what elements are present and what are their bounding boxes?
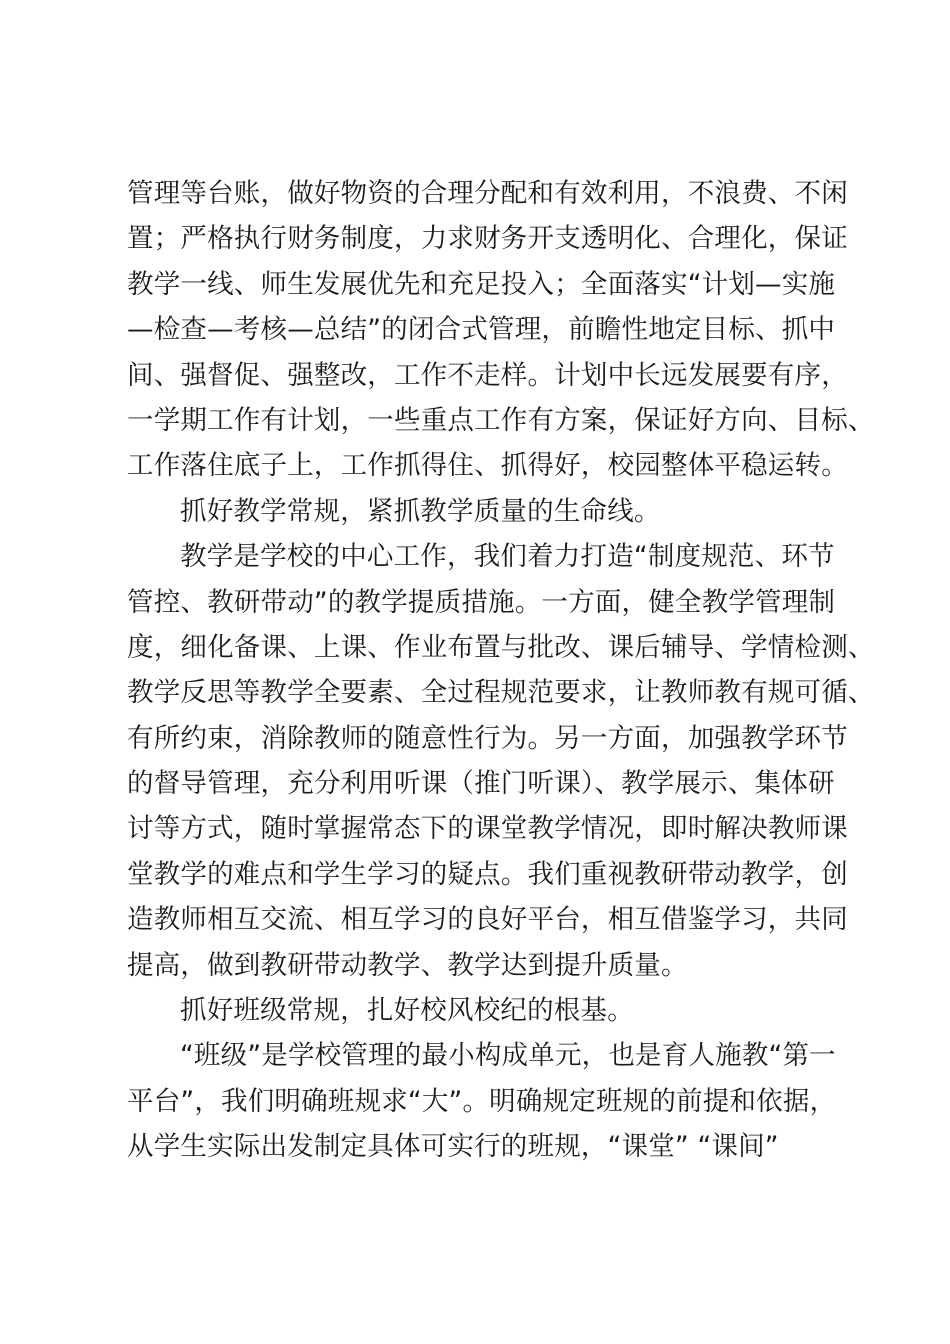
text-line: 管理等台账，做好物资的合理分配和有效利用，不浪费、不闲	[127, 178, 848, 209]
text-line: 管控、教研带动”的教学提质措施。一方面，健全教学管理制	[127, 586, 836, 618]
text-line: 度，细化备课、上课、作业布置与批改、课后辅导、学情检测、	[127, 631, 875, 663]
text-line: 教学一线、师生发展优先和充足投入；全面落实“计划—实施	[127, 268, 836, 300]
text-line: 堂教学的难点和学生学习的疑点。我们重视教研带动教学，创	[127, 858, 848, 890]
text-line: 教学反思等教学全要素、全过程规范要求，让教师教有规可循、	[127, 677, 875, 709]
text-line: 提高，做到教研带动教学、教学达到提升质量。	[127, 949, 688, 981]
text-line: 平台”，我们明确班规求“大”。明确规定班规的前提和依据，	[127, 1085, 837, 1117]
text-line: 的督导管理，充分利用听课（推门听课）、教学展示、集体研	[127, 768, 835, 800]
body-text	[127, 171, 875, 1170]
paragraph-class	[127, 1033, 847, 1169]
section-heading: 抓好班级常规，扎好校风校纪的根基。	[180, 995, 634, 1027]
text-line: “班级”是学校管理的最小构成单元，也是育人施教“第一	[180, 1040, 836, 1072]
text-line: 从学生实际出发制定具体可实行的班规，“课堂” “课间”	[127, 1131, 779, 1163]
text-line: 间、强督促、强整改，工作不走样。计划中长远发展要有序，	[127, 359, 848, 391]
paragraph-teaching	[127, 534, 875, 988]
text-line: 教学是学校的中心工作，我们着力打造“制度规范、环节	[180, 541, 835, 573]
paragraph-heading-teaching	[127, 489, 847, 534]
text-line: 讨等方式，随时掌握常态下的课堂教学情况，即时解决教师课	[127, 813, 848, 845]
text-line: 有所约束，消除教师的随意性行为。另一方面，加强教学环节	[127, 722, 848, 754]
text-line: 工作落住底子上，工作抓得住、抓得好，校园整体平稳运转。	[127, 450, 848, 482]
paragraph-1	[127, 171, 875, 489]
text-line: —检查—考核—总结”的闭合式管理，前瞻性地定目标、抓中	[127, 314, 836, 346]
text-line: 造教师相互交流、相互学习的良好平台，相互借鉴学习，共同	[127, 904, 848, 936]
section-heading: 抓好教学常规，紧抓教学质量的生命线。	[180, 495, 661, 527]
paragraph-heading-class	[127, 988, 847, 1033]
text-line: 置；严格执行财务制度，力求财务开支透明化、合理化，保证	[127, 223, 848, 255]
text-line: 一学期工作有计划，一些重点工作有方案，保证好方向、目标、	[127, 404, 875, 436]
